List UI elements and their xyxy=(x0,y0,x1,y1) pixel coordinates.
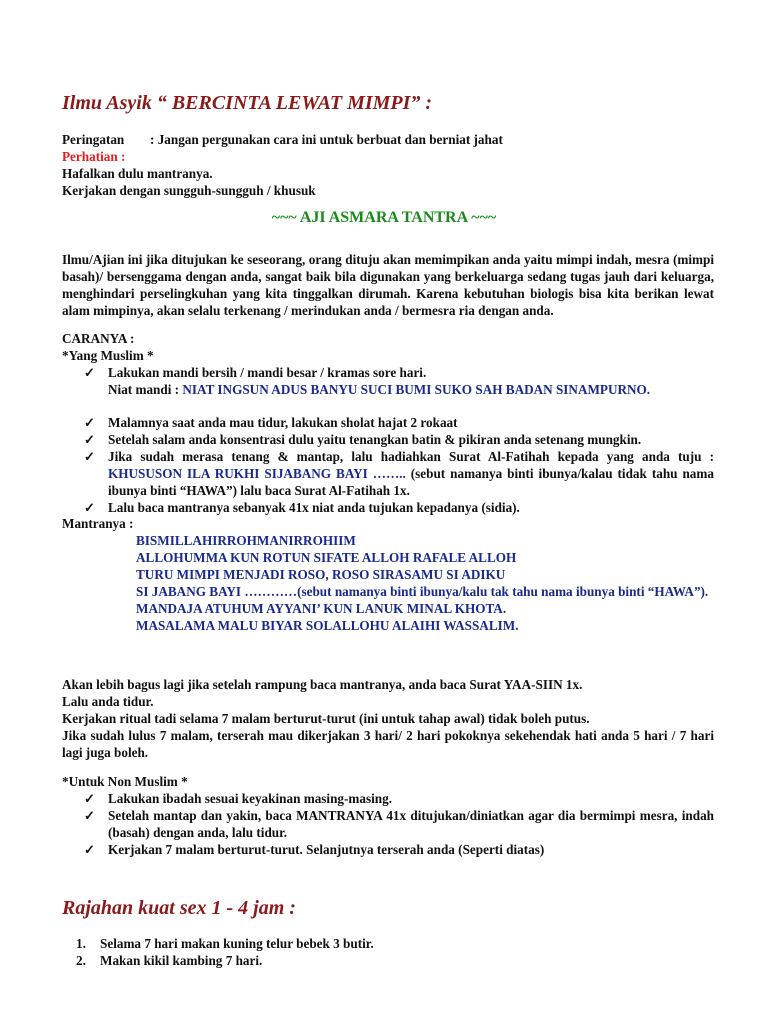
list-item xyxy=(62,499,714,516)
non-muslim-steps xyxy=(62,790,714,858)
peringatan-label: Peringatan xyxy=(62,132,125,147)
mantra-line-2: ALLOHUMMA KUN ROTUN SIFATE ALLOH RAFALE ALLOH xyxy=(136,550,517,565)
perhatian-label: Perhatian : xyxy=(62,149,126,164)
muslim-steps-a xyxy=(62,364,714,398)
non-muslim-label: *Untuk Non Muslim * xyxy=(62,774,188,789)
intro-paragraph: Ilmu/Ajian ini jika ditujukan ke seseorang, orang dituju akan memimpikan anda yaitu mimpi indah, mesra (mimpi basah)/ bersenggama dengan anda, sangat baik bila digunakan yang berkeluarga sedang tugas jauh dari keluarga, menghindari perselingkuhan yang kita tinggalkan dirumah. Karena kebutuhan biologis bisa kita berikan lewat alam mimpinya, akan selalu terkenang / merindukan anda / bermesra ria dengan anda. xyxy=(62,252,714,318)
list-item xyxy=(62,414,714,431)
after-line-3: Kerjakan ritual tadi selama 7 malam berturut-turut (ini untuk tahap awal) tidak boleh putus. xyxy=(62,711,590,726)
check-icon: ✓ xyxy=(84,432,96,447)
list-text: Selama 7 hari makan kuning telur bebek 3 butir. xyxy=(100,936,374,951)
list-item xyxy=(62,952,714,969)
list-item xyxy=(62,935,714,952)
list-item xyxy=(62,448,714,499)
muslim-step-1: Lakukan mandi bersih / mandi besar / kramas sore hari. xyxy=(108,365,427,380)
muslim-step-3: Setelah salam anda konsentrasi dulu yaitu tenangkan batin & pikiran anda setenang mungkin. xyxy=(108,432,642,447)
list-number: 2. xyxy=(76,953,86,968)
check-icon: ✓ xyxy=(84,500,96,515)
list-item xyxy=(62,790,714,807)
non-muslim-step-3: Kerjakan 7 malam berturut-turut. Selanjutnya terserah anda (Seperti diatas) xyxy=(108,842,545,857)
mantranya-label: Mantranya : xyxy=(62,516,134,531)
rajahan-title: Rajahan kuat sex 1 - 4 jam : xyxy=(62,897,296,919)
niat-text: NIAT INGSUN ADUS BANYU SUCI BUMI SUKO SAH BADAN SINAMPURNO. xyxy=(182,382,651,397)
list-item xyxy=(62,431,714,448)
check-icon: ✓ xyxy=(84,365,96,380)
muslim-step-4-pre: Jika sudah merasa tenang & mantap, lalu hadiahkan Surat Al-Fatihah kepada yang anda tuju : xyxy=(108,449,714,464)
muslim-step-2: Malamnya saat anda mau tidur, lakukan sholat hajat 2 rokaat xyxy=(108,415,458,430)
perhatian-line-1: Hafalkan dulu mantranya. xyxy=(62,166,213,181)
muslim-step-4-post: (sebut namanya binti ibunya/kalau tidak tahu nama ibunya binti “HAWA”) lalu baca Surat Al-Fatihah 1x. xyxy=(108,466,714,498)
numbered-list xyxy=(62,935,714,969)
document-title: Ilmu Asyik “ BERCINTA LEWAT MIMPI” : xyxy=(62,92,433,114)
list-item xyxy=(62,841,714,858)
list-item xyxy=(62,364,714,381)
mantra-line-4: SI JABANG BAYI …………(sebut namanya binti ibunya/kalu tak tahu nama ibunya binti “HAWA”). xyxy=(136,584,709,599)
niat-line xyxy=(62,381,714,398)
mantra-line-6: MASALAMA MALU BIYAR SOLALLOHU ALAIHI WASSALIM. xyxy=(136,618,519,633)
mantra-line-3: TURU MIMPI MENJADI ROSO, ROSO SIRASAMU SI ADIKU xyxy=(136,567,506,582)
muslim-step-5: Lalu baca mantranya sebanyak 41x niat anda tujukan kepadanya (sidia). xyxy=(108,500,520,515)
check-icon: ✓ xyxy=(84,791,96,806)
after-line-2: Lalu anda tidur. xyxy=(62,694,154,709)
mantra-block xyxy=(136,532,714,634)
muslim-step-4-blue: KHUSUSON ILA RUKHI SIJABANG BAYI …….. xyxy=(108,466,406,481)
mantra-line-5: MANDAJA ATUHUM AYYANI’ KUN LANUK MINAL KHOTA. xyxy=(136,601,507,616)
caranya-label: CARANYA : xyxy=(62,331,135,346)
peringatan-text: : Jangan pergunakan cara ini untuk berbuat dan berniat jahat xyxy=(150,132,503,147)
perhatian-line-2: Kerjakan dengan sungguh-sungguh / khusuk xyxy=(62,183,316,198)
non-muslim-step-1: Lakukan ibadah sesuai keyakinan masing-masing. xyxy=(108,791,393,806)
muslim-label: *Yang Muslim * xyxy=(62,348,154,363)
check-icon: ✓ xyxy=(84,415,96,430)
section-heading: ~~~ AJI ASMARA TANTRA ~~~ xyxy=(271,209,497,226)
check-icon: ✓ xyxy=(84,842,96,857)
check-icon: ✓ xyxy=(84,808,96,823)
list-number: 1. xyxy=(76,936,86,951)
list-text: Makan kikil kambing 7 hari. xyxy=(100,953,263,968)
check-icon: ✓ xyxy=(84,449,96,464)
peringatan-line xyxy=(62,131,714,148)
after-line-4: Jika sudah lulus 7 malam, terserah mau dikerjakan 3 hari/ 2 hari pokoknya sekehendak hati anda 5 hari / 7 hari lagi juga boleh. xyxy=(62,728,714,760)
niat-label: Niat mandi : xyxy=(108,382,180,397)
muslim-steps-b xyxy=(62,414,714,516)
non-muslim-step-2: Setelah mantap dan yakin, baca MANTRANYA 41x ditujukan/diniatkan agar dia bermimpi mesra, indah (basah) dengan anda, lalu tidur. xyxy=(108,808,714,840)
list-item xyxy=(62,807,714,841)
after-line-1: Akan lebih bagus lagi jika setelah rampung baca mantranya, anda baca Surat YAA-SIIN 1x. xyxy=(62,677,583,692)
mantra-line-1: BISMILLAHIRROHMANIRROHIIM xyxy=(136,533,356,548)
